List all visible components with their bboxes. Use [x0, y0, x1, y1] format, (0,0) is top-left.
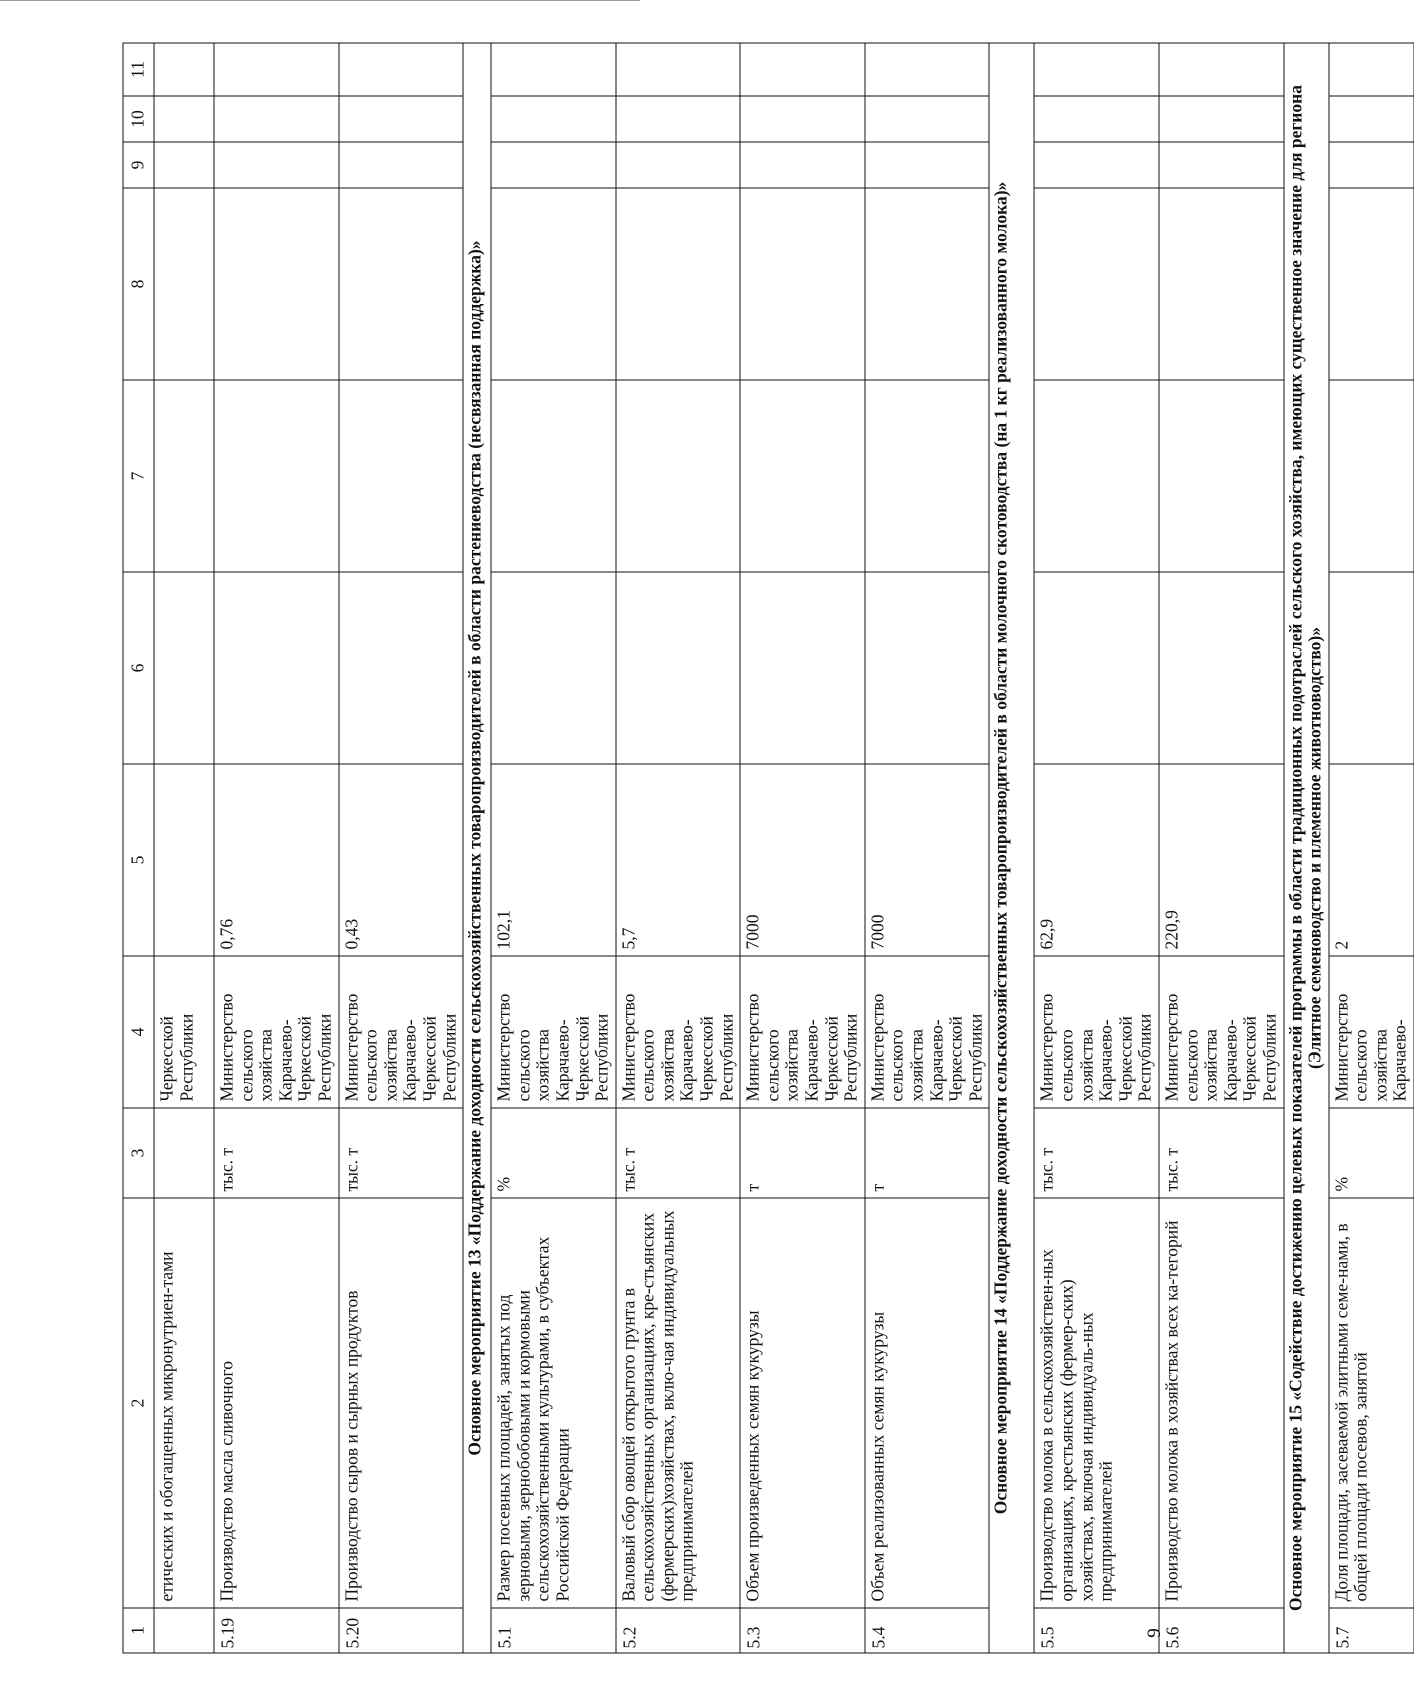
cell-v9: [339, 142, 464, 188]
table-row: [740, 43, 865, 1653]
header-cell: 3: [123, 1108, 154, 1198]
cell-v6: [1329, 572, 1414, 764]
table-row: [339, 43, 464, 1653]
cell-v7: [214, 380, 339, 572]
cell-v8: [339, 188, 464, 380]
cell-v9: [1329, 142, 1414, 188]
cell-v10: [740, 96, 865, 142]
cell-v7: [154, 380, 214, 572]
cell-v8: [1034, 188, 1159, 380]
cell-v11: [214, 43, 339, 96]
cell-v10: [1159, 96, 1284, 142]
cell-v9: [1159, 142, 1284, 188]
cell-v7: [339, 380, 464, 572]
cell-v11: [740, 43, 865, 96]
cell-v11: [865, 43, 990, 96]
cell-v7: [616, 380, 741, 572]
cell-name: Производство масла сливочного: [214, 1198, 339, 1608]
cell-name: Производство сыров и сырных продуктов: [339, 1198, 464, 1608]
cell-v8: [214, 188, 339, 380]
cell-v10: [616, 96, 741, 142]
cell-v6: [339, 572, 464, 764]
cell-v6: [491, 572, 616, 764]
cell-num: 5.19: [214, 1608, 339, 1653]
cell-v7: [1329, 380, 1414, 572]
table-row: [1159, 43, 1284, 1653]
cell-num: 5.3: [740, 1608, 865, 1653]
cell-unit: %: [1329, 1108, 1414, 1198]
cell-v9: [740, 142, 865, 188]
cell-v10: [1329, 96, 1414, 142]
cell-name: Объем произведенных семян кукурузы: [740, 1198, 865, 1608]
cell-v11: [491, 43, 616, 96]
cell-v9: [616, 142, 741, 188]
cell-org: Министерство сельского хозяйства Карачаево-Черкесской Республики: [1159, 956, 1284, 1108]
cell-v8: [154, 188, 214, 380]
header-cell: 9: [123, 142, 154, 188]
cell-org: Министерство сельского хозяйства Карачаево-Черкесской Республики: [865, 956, 990, 1108]
table-row: [865, 43, 990, 1653]
cell-v11: [154, 43, 214, 96]
cell-org: Министерство сельского хозяйства Карачаево-Черкесской Республики: [214, 956, 339, 1108]
cell-v6: [616, 572, 741, 764]
cell-v11: [1329, 43, 1414, 96]
cell-name: Производство молока в хозяйствах всех ка-тегорий: [1159, 1198, 1284, 1608]
cell-v8: [616, 188, 741, 380]
cell-name: Объем реализованных семян кукурузы: [865, 1198, 990, 1608]
table-row: [1034, 43, 1159, 1653]
cell-v10: [865, 96, 990, 142]
section-heading-row: [463, 43, 491, 1653]
cell-name: Размер посевных площадей, занятых под зерновыми, зернобобовыми и кормовыми сельскохозяйственными культурами, в субъектах Российской Федерации: [491, 1198, 616, 1608]
cell-num: 5.4: [865, 1608, 990, 1653]
indicator-table: [123, 42, 1414, 1653]
cell-v10: [1034, 96, 1159, 142]
header-cell: 8: [123, 188, 154, 380]
cell-v6: [865, 572, 990, 764]
cell-unit: тыс. т: [1159, 1108, 1284, 1198]
cell-unit: [154, 1108, 214, 1198]
cell-org: Министерство сельского хозяйства Карачаево-Черкесской Республики: [616, 956, 741, 1108]
cell-v7: [740, 380, 865, 572]
header-cell: 1: [123, 1608, 154, 1653]
section-heading: Основное мероприятие 15 «Содействие достижению целевых показателей программы в области традиционных подотраслей сельского хозяйства, имеющих существенное значение для региона (Элитное семеноводство и племенное животноводство)»: [1284, 43, 1329, 1653]
scan-top-line: [0, 0, 640, 1]
table-row: [491, 43, 616, 1653]
cell-v9: [865, 142, 990, 188]
table-header-row: [123, 43, 154, 1653]
cell-v6: [1159, 572, 1284, 764]
cell-v5: 220,9: [1159, 764, 1284, 956]
cell-v11: [616, 43, 741, 96]
cell-v7: [865, 380, 990, 572]
cell-v8: [1159, 188, 1284, 380]
cell-v6: [214, 572, 339, 764]
cell-num: 5.20: [339, 1608, 464, 1653]
cell-v10: [154, 96, 214, 142]
cell-v11: [1034, 43, 1159, 96]
cell-unit: тыс. т: [214, 1108, 339, 1198]
cell-v5: 5,7: [616, 764, 741, 956]
table-row: [154, 43, 214, 1653]
cell-org: Министерство сельского хозяйства Карачаево-: [1329, 956, 1414, 1108]
cell-unit: тыс. т: [616, 1108, 741, 1198]
cell-unit: тыс. т: [1034, 1108, 1159, 1198]
cell-unit: %: [491, 1108, 616, 1198]
cell-name: Валовый сбор овощей открытого грунта в сельскохозяйственных организациях, кре-стьянских (фермерских)хозяйствах, вклю-чая индивидуальных предпринимателей: [616, 1198, 741, 1608]
cell-org: Министерство сельского хозяйства Карачаево-Черкесской Республики: [1034, 956, 1159, 1108]
cell-org: Черкесской Республики: [154, 956, 214, 1108]
cell-v10: [214, 96, 339, 142]
section-heading: Основное мероприятие 13 «Поддержание доходности сельскохозяйственных товаропроизводителей в области растениеводства (несвязанная поддержка)»: [463, 43, 491, 1653]
cell-v5: 2: [1329, 764, 1414, 956]
cell-v5: 62,9: [1034, 764, 1159, 956]
cell-v8: [1329, 188, 1414, 380]
header-cell: 7: [123, 380, 154, 572]
cell-v7: [1159, 380, 1284, 572]
cell-v9: [491, 142, 616, 188]
section-heading-row: [989, 43, 1034, 1653]
table-row: [214, 43, 339, 1653]
cell-v5: 0,76: [214, 764, 339, 956]
table-row: [1329, 43, 1414, 1653]
cell-v8: [865, 188, 990, 380]
header-cell: 2: [123, 1198, 154, 1608]
page-number: 9: [1143, 1628, 1165, 1638]
cell-num: 5.1: [491, 1608, 616, 1653]
cell-v5: 7000: [865, 764, 990, 956]
cell-unit: тыс. т: [339, 1108, 464, 1198]
cell-v7: [491, 380, 616, 572]
cell-name: Производство молока в сельскохозяйствен-ных организациях, крестьянских (фермер-ских) хозяйствах, включая индивидуаль-ных предпринимателей: [1034, 1198, 1159, 1608]
cell-v9: [154, 142, 214, 188]
cell-org: Министерство сельского хозяйства Карачаево-Черкесской Республики: [491, 956, 616, 1108]
cell-v7: [1034, 380, 1159, 572]
cell-v5: 0,43: [339, 764, 464, 956]
cell-v5: [154, 764, 214, 956]
section-heading: Основное мероприятие 14 «Поддержание доходности сельскохозяйственных товаропроизводителей в области молочного скотоводства (на 1 кг реализованного молока)»: [989, 43, 1034, 1653]
cell-v5: 102,1: [491, 764, 616, 956]
cell-v5: 7000: [740, 764, 865, 956]
header-cell: 11: [123, 43, 154, 96]
table-body: [123, 43, 1414, 1653]
rotated-table-sheet: [123, 43, 1410, 1653]
cell-num: [154, 1608, 214, 1653]
cell-v6: [1034, 572, 1159, 764]
cell-num: 5.6: [1159, 1608, 1284, 1653]
cell-unit: т: [865, 1108, 990, 1198]
cell-num: 5.2: [616, 1608, 741, 1653]
header-cell: 5: [123, 764, 154, 956]
section-heading-row: [1284, 43, 1329, 1653]
cell-v11: [1159, 43, 1284, 96]
cell-v10: [491, 96, 616, 142]
cell-v6: [154, 572, 214, 764]
cell-org: Министерство сельского хозяйства Карачаево-Черкесской Республики: [740, 956, 865, 1108]
cell-v11: [339, 43, 464, 96]
cell-unit: т: [740, 1108, 865, 1198]
cell-org: Министерство сельского хозяйства Карачаево-Черкесской Республики: [339, 956, 464, 1108]
cell-v9: [214, 142, 339, 188]
cell-v6: [740, 572, 865, 764]
header-cell: 10: [123, 96, 154, 142]
cell-v8: [491, 188, 616, 380]
cell-v8: [740, 188, 865, 380]
cell-num: 5.7: [1329, 1608, 1414, 1653]
header-cell: 6: [123, 572, 154, 764]
cell-name: Доля площади, засеваемой элитными семе-нами, в общей площади посевов, занятой: [1329, 1198, 1414, 1608]
table-row: [616, 43, 741, 1653]
cell-v9: [1034, 142, 1159, 188]
header-cell: 4: [123, 956, 154, 1108]
cell-name: етических и обогащенных микронутриен-тами: [154, 1198, 214, 1608]
cell-v10: [339, 96, 464, 142]
cell-num: 5.5: [1034, 1608, 1159, 1653]
